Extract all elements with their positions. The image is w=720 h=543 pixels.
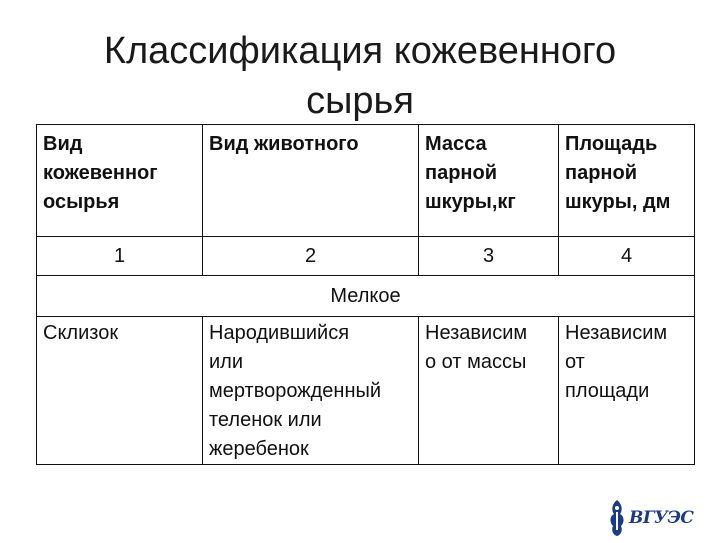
cell-line: от bbox=[565, 351, 585, 373]
title-line-2: сырья bbox=[306, 80, 414, 122]
cell-line: жеребенок bbox=[209, 438, 309, 460]
header-line: Вид животного bbox=[209, 133, 359, 155]
cell-raw-type: Склизок bbox=[37, 317, 203, 465]
header-line: шкуры,кг bbox=[425, 191, 516, 213]
cell-line: теленок или bbox=[209, 409, 322, 431]
header-raw-type bbox=[37, 125, 203, 237]
header-line: кожевенног bbox=[43, 162, 158, 184]
cell-line: Народившийся bbox=[209, 322, 350, 344]
header-area bbox=[559, 125, 695, 237]
header-line: парной bbox=[565, 162, 638, 184]
slide-title bbox=[0, 26, 720, 126]
header-line: Вид bbox=[43, 133, 83, 155]
cell-line: о от массы bbox=[425, 351, 527, 373]
header-animal-type bbox=[203, 125, 419, 237]
header-line: шкуры, дм bbox=[565, 191, 671, 213]
cell-area bbox=[559, 317, 695, 465]
classification-table bbox=[36, 124, 695, 465]
group-label: Мелкое bbox=[37, 276, 695, 317]
header-line: Площадь bbox=[565, 133, 658, 155]
cell-animal bbox=[203, 317, 419, 465]
table-row bbox=[37, 317, 695, 465]
header-line: Масса bbox=[425, 133, 487, 155]
cell-line: площади bbox=[565, 380, 650, 402]
column-number: 3 bbox=[419, 237, 559, 276]
cell-line: Независим bbox=[565, 322, 668, 344]
column-number: 1 bbox=[37, 237, 203, 276]
title-line-1: Классификация кожевенного bbox=[103, 30, 617, 72]
university-logo bbox=[605, 498, 695, 538]
header-line: парной bbox=[425, 162, 498, 184]
header-row bbox=[37, 125, 695, 237]
header-mass bbox=[419, 125, 559, 237]
header-line: осырья bbox=[43, 191, 120, 213]
logo-text: ВГУЭС bbox=[629, 508, 694, 528]
cell-line: Независим bbox=[425, 322, 528, 344]
logo-emblem-icon bbox=[605, 498, 629, 538]
column-number: 4 bbox=[559, 237, 695, 276]
column-number: 2 bbox=[203, 237, 419, 276]
cell-mass bbox=[419, 317, 559, 465]
cell-line: мертворожденный bbox=[209, 380, 382, 402]
group-row bbox=[37, 276, 695, 317]
numbers-row bbox=[37, 237, 695, 276]
cell-line: или bbox=[209, 351, 244, 373]
